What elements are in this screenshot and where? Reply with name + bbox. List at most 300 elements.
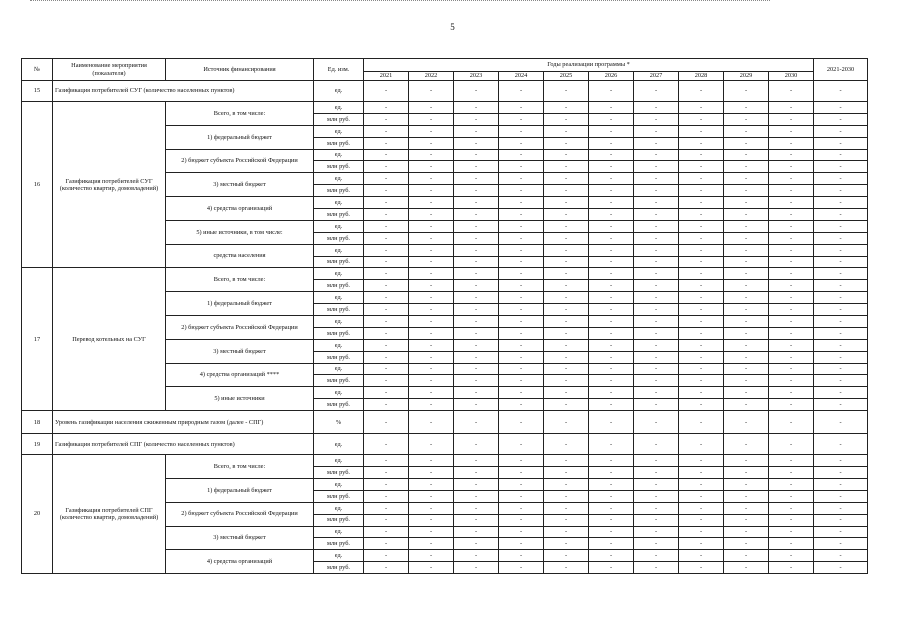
value-cell: - — [364, 502, 409, 514]
value-cell: - — [814, 102, 868, 114]
value-cell: - — [814, 434, 868, 455]
value-cell: - — [724, 538, 769, 550]
value-cell: - — [544, 244, 589, 256]
value-cell: - — [364, 232, 409, 244]
value-cell: - — [499, 490, 544, 502]
value-cell: - — [814, 244, 868, 256]
value-cell: - — [544, 185, 589, 197]
value-cell: - — [814, 209, 868, 221]
value-cell: - — [724, 209, 769, 221]
value-cell: - — [409, 478, 454, 490]
header-name: Наименование мероприятия (показателя) — [53, 59, 166, 81]
value-cell: - — [634, 375, 679, 387]
value-cell: - — [454, 185, 499, 197]
value-cell: - — [364, 113, 409, 125]
table-body — [22, 59, 868, 574]
value-cell: - — [769, 197, 814, 209]
value-cell: - — [589, 113, 634, 125]
unit-cell: ед. — [314, 387, 364, 399]
value-cell: - — [814, 220, 868, 232]
value-cell: - — [634, 538, 679, 550]
value-cell: - — [679, 125, 724, 137]
unit-cell: млн руб. — [314, 161, 364, 173]
unit-cell: ед. — [314, 81, 364, 102]
value-cell: - — [634, 399, 679, 411]
value-cell: - — [499, 232, 544, 244]
value-cell: - — [544, 562, 589, 574]
value-cell: - — [409, 514, 454, 526]
value-cell: - — [589, 339, 634, 351]
value-cell: - — [409, 304, 454, 316]
value-cell: - — [724, 256, 769, 268]
row-number: 16 — [22, 102, 53, 268]
value-cell: - — [364, 399, 409, 411]
value-cell: - — [634, 232, 679, 244]
unit-cell: ед. — [314, 125, 364, 137]
value-cell: - — [364, 411, 409, 434]
value-cell: - — [634, 502, 679, 514]
value-cell: - — [454, 387, 499, 399]
value-cell: - — [499, 399, 544, 411]
value-cell: - — [454, 502, 499, 514]
unit-cell: ед. — [314, 526, 364, 538]
value-cell: - — [409, 434, 454, 455]
value-cell: - — [679, 339, 724, 351]
value-cell: - — [814, 292, 868, 304]
value-cell: - — [814, 490, 868, 502]
funding-source: 1) федеральный бюджет — [166, 125, 314, 149]
value-cell: - — [544, 161, 589, 173]
value-cell: - — [634, 161, 679, 173]
header-year: 2021 — [364, 72, 409, 81]
value-cell: - — [544, 550, 589, 562]
value-cell: - — [364, 467, 409, 479]
value-cell: - — [499, 304, 544, 316]
value-cell: - — [769, 455, 814, 467]
value-cell: - — [679, 562, 724, 574]
value-cell: - — [724, 467, 769, 479]
value-cell: - — [499, 526, 544, 538]
value-cell: - — [589, 538, 634, 550]
unit-cell: млн руб. — [314, 304, 364, 316]
value-cell: - — [589, 526, 634, 538]
value-cell: - — [589, 490, 634, 502]
value-cell: - — [634, 304, 679, 316]
value-cell: - — [769, 173, 814, 185]
value-cell: - — [814, 455, 868, 467]
value-cell: - — [769, 363, 814, 375]
value-cell: - — [544, 339, 589, 351]
value-cell: - — [364, 137, 409, 149]
value-cell: - — [544, 363, 589, 375]
funding-source: Всего, в том числе: — [166, 455, 314, 479]
value-cell: - — [634, 339, 679, 351]
value-cell: - — [634, 363, 679, 375]
value-cell: - — [679, 514, 724, 526]
value-cell: - — [409, 81, 454, 102]
value-cell: - — [544, 149, 589, 161]
value-cell: - — [589, 173, 634, 185]
value-cell: - — [589, 562, 634, 574]
value-cell: - — [544, 455, 589, 467]
row-name: Газификация потребителей СПГ (количество квартир, домовладений) — [53, 455, 166, 574]
value-cell: - — [364, 173, 409, 185]
value-cell: - — [499, 478, 544, 490]
value-cell: - — [634, 220, 679, 232]
value-cell: - — [454, 256, 499, 268]
value-cell: - — [454, 304, 499, 316]
unit-cell: ед. — [314, 363, 364, 375]
value-cell: - — [499, 502, 544, 514]
funding-source: 3) местный бюджет — [166, 173, 314, 197]
value-cell: - — [499, 514, 544, 526]
value-cell: - — [679, 455, 724, 467]
value-cell: - — [769, 387, 814, 399]
value-cell: - — [679, 113, 724, 125]
value-cell: - — [499, 411, 544, 434]
row-name: Газификация потребителей СПГ (количество населенных пунктов) — [53, 434, 314, 455]
value-cell: - — [454, 550, 499, 562]
value-cell: - — [589, 161, 634, 173]
funding-source: 3) местный бюджет — [166, 339, 314, 363]
value-cell: - — [364, 256, 409, 268]
value-cell: - — [409, 197, 454, 209]
funding-source: 2) бюджет субъекта Российской Федерации — [166, 149, 314, 173]
value-cell: - — [769, 280, 814, 292]
value-cell: - — [724, 137, 769, 149]
unit-cell: ед. — [314, 434, 364, 455]
value-cell: - — [409, 455, 454, 467]
value-cell: - — [544, 387, 589, 399]
unit-cell: ед. — [314, 244, 364, 256]
value-cell: - — [679, 351, 724, 363]
value-cell: - — [409, 256, 454, 268]
value-cell: - — [544, 113, 589, 125]
value-cell: - — [814, 339, 868, 351]
value-cell: - — [724, 232, 769, 244]
unit-cell: млн руб. — [314, 327, 364, 339]
value-cell: - — [769, 538, 814, 550]
value-cell: - — [589, 125, 634, 137]
value-cell: - — [544, 209, 589, 221]
value-cell: - — [769, 478, 814, 490]
value-cell: - — [814, 351, 868, 363]
value-cell: - — [769, 339, 814, 351]
row-number: 20 — [22, 455, 53, 574]
value-cell: - — [679, 502, 724, 514]
unit-cell: ед. — [314, 339, 364, 351]
value-cell: - — [589, 209, 634, 221]
value-cell: - — [769, 292, 814, 304]
unit-cell: ед. — [314, 268, 364, 280]
value-cell: - — [454, 149, 499, 161]
value-cell: - — [679, 304, 724, 316]
value-cell: - — [454, 339, 499, 351]
value-cell: - — [544, 304, 589, 316]
value-cell: - — [814, 467, 868, 479]
value-cell: - — [409, 490, 454, 502]
value-cell: - — [454, 490, 499, 502]
value-cell: - — [409, 327, 454, 339]
value-cell: - — [724, 149, 769, 161]
value-cell: - — [499, 268, 544, 280]
value-cell: - — [589, 316, 634, 328]
table-row — [22, 268, 868, 280]
value-cell: - — [634, 514, 679, 526]
row-name: Газификация потребителей СУГ (количество квартир, домовладений) — [53, 102, 166, 268]
value-cell: - — [499, 292, 544, 304]
value-cell: - — [454, 232, 499, 244]
value-cell: - — [679, 209, 724, 221]
value-cell: - — [589, 550, 634, 562]
value-cell: - — [634, 434, 679, 455]
value-cell: - — [589, 220, 634, 232]
value-cell: - — [724, 411, 769, 434]
unit-cell: млн руб. — [314, 280, 364, 292]
value-cell: - — [409, 161, 454, 173]
value-cell: - — [634, 327, 679, 339]
row-number: 19 — [22, 434, 53, 455]
value-cell: - — [679, 102, 724, 114]
value-cell: - — [724, 502, 769, 514]
value-cell: - — [679, 467, 724, 479]
value-cell: - — [769, 514, 814, 526]
value-cell: - — [814, 526, 868, 538]
value-cell: - — [409, 316, 454, 328]
value-cell: - — [499, 220, 544, 232]
value-cell: - — [679, 185, 724, 197]
value-cell: - — [679, 149, 724, 161]
value-cell: - — [499, 467, 544, 479]
header-total: 2021-2030 — [814, 59, 868, 81]
value-cell: - — [814, 137, 868, 149]
value-cell: - — [589, 244, 634, 256]
value-cell: - — [814, 268, 868, 280]
value-cell: - — [499, 280, 544, 292]
value-cell: - — [409, 280, 454, 292]
value-cell: - — [724, 185, 769, 197]
value-cell: - — [364, 490, 409, 502]
value-cell: - — [364, 185, 409, 197]
table-row — [22, 81, 868, 102]
value-cell: - — [409, 526, 454, 538]
value-cell: - — [589, 232, 634, 244]
value-cell: - — [769, 256, 814, 268]
value-cell: - — [454, 102, 499, 114]
unit-cell: млн руб. — [314, 490, 364, 502]
value-cell: - — [589, 363, 634, 375]
value-cell: - — [364, 351, 409, 363]
unit-cell: млн руб. — [314, 256, 364, 268]
value-cell: - — [364, 562, 409, 574]
value-cell: - — [409, 538, 454, 550]
value-cell: - — [544, 490, 589, 502]
funding-source: средства населения — [166, 244, 314, 268]
value-cell: - — [769, 149, 814, 161]
funding-source: 4) средства организаций — [166, 197, 314, 221]
value-cell: - — [769, 137, 814, 149]
value-cell: - — [454, 526, 499, 538]
value-cell: - — [544, 327, 589, 339]
value-cell: - — [634, 209, 679, 221]
header-year: 2024 — [499, 72, 544, 81]
value-cell: - — [589, 137, 634, 149]
value-cell: - — [724, 102, 769, 114]
value-cell: - — [679, 375, 724, 387]
value-cell: - — [769, 220, 814, 232]
value-cell: - — [409, 137, 454, 149]
value-cell: - — [454, 363, 499, 375]
value-cell: - — [454, 434, 499, 455]
value-cell: - — [454, 455, 499, 467]
value-cell: - — [499, 387, 544, 399]
value-cell: - — [409, 232, 454, 244]
value-cell: - — [769, 185, 814, 197]
value-cell: - — [499, 137, 544, 149]
program-table — [21, 58, 868, 574]
unit-cell: ед. — [314, 173, 364, 185]
header-source: Источник финансирования — [166, 59, 314, 81]
value-cell: - — [454, 292, 499, 304]
value-cell: - — [724, 399, 769, 411]
value-cell: - — [454, 81, 499, 102]
value-cell: - — [724, 363, 769, 375]
value-cell: - — [544, 467, 589, 479]
value-cell: - — [499, 113, 544, 125]
value-cell: - — [679, 244, 724, 256]
funding-source: 5) иные источники, в том числе: — [166, 220, 314, 244]
value-cell: - — [634, 316, 679, 328]
funding-source: 4) средства организаций — [166, 550, 314, 574]
value-cell: - — [814, 550, 868, 562]
value-cell: - — [724, 81, 769, 102]
value-cell: - — [409, 268, 454, 280]
value-cell: - — [454, 351, 499, 363]
header-no: № — [22, 59, 53, 81]
value-cell: - — [679, 363, 724, 375]
value-cell: - — [544, 526, 589, 538]
value-cell: - — [679, 137, 724, 149]
value-cell: - — [814, 363, 868, 375]
value-cell: - — [544, 478, 589, 490]
value-cell: - — [724, 490, 769, 502]
unit-cell: млн руб. — [314, 562, 364, 574]
unit-cell: ед. — [314, 197, 364, 209]
value-cell: - — [589, 514, 634, 526]
unit-cell: млн руб. — [314, 209, 364, 221]
header-year: 2025 — [544, 72, 589, 81]
value-cell: - — [499, 550, 544, 562]
value-cell: - — [814, 185, 868, 197]
unit-cell: ед. — [314, 149, 364, 161]
value-cell: - — [814, 161, 868, 173]
value-cell: - — [679, 173, 724, 185]
value-cell: - — [364, 280, 409, 292]
value-cell: - — [724, 113, 769, 125]
value-cell: - — [814, 232, 868, 244]
table-row — [22, 102, 868, 114]
value-cell: - — [769, 375, 814, 387]
value-cell: - — [769, 411, 814, 434]
value-cell: - — [679, 292, 724, 304]
value-cell: - — [364, 125, 409, 137]
value-cell: - — [769, 244, 814, 256]
value-cell: - — [544, 316, 589, 328]
value-cell: - — [499, 256, 544, 268]
value-cell: - — [544, 256, 589, 268]
value-cell: - — [634, 81, 679, 102]
unit-cell: ед. — [314, 292, 364, 304]
value-cell: - — [499, 244, 544, 256]
value-cell: - — [769, 304, 814, 316]
value-cell: - — [454, 209, 499, 221]
value-cell: - — [814, 327, 868, 339]
value-cell: - — [769, 550, 814, 562]
value-cell: - — [454, 173, 499, 185]
value-cell: - — [454, 161, 499, 173]
value-cell: - — [679, 268, 724, 280]
value-cell: - — [814, 280, 868, 292]
value-cell: - — [769, 161, 814, 173]
value-cell: - — [634, 280, 679, 292]
value-cell: - — [454, 220, 499, 232]
value-cell: - — [409, 149, 454, 161]
value-cell: - — [364, 526, 409, 538]
value-cell: - — [589, 411, 634, 434]
value-cell: - — [724, 514, 769, 526]
value-cell: - — [544, 514, 589, 526]
value-cell: - — [544, 220, 589, 232]
page-number: 5 — [450, 22, 455, 32]
value-cell: - — [769, 102, 814, 114]
value-cell: - — [499, 363, 544, 375]
value-cell: - — [634, 455, 679, 467]
table-row — [22, 455, 868, 467]
value-cell: - — [544, 197, 589, 209]
value-cell: - — [544, 292, 589, 304]
value-cell: - — [364, 316, 409, 328]
value-cell: - — [409, 550, 454, 562]
header-year: 2028 — [679, 72, 724, 81]
funding-source: 2) бюджет субъекта Российской Федерации — [166, 502, 314, 526]
value-cell: - — [499, 161, 544, 173]
value-cell: - — [364, 161, 409, 173]
value-cell: - — [409, 102, 454, 114]
value-cell: - — [499, 316, 544, 328]
value-cell: - — [589, 399, 634, 411]
funding-source: 1) федеральный бюджет — [166, 292, 314, 316]
value-cell: - — [769, 232, 814, 244]
value-cell: - — [724, 280, 769, 292]
row-number: 18 — [22, 411, 53, 434]
value-cell: - — [409, 173, 454, 185]
value-cell: - — [634, 351, 679, 363]
unit-cell: % — [314, 411, 364, 434]
value-cell: - — [499, 562, 544, 574]
value-cell: - — [769, 81, 814, 102]
value-cell: - — [769, 209, 814, 221]
value-cell: - — [724, 244, 769, 256]
value-cell: - — [769, 268, 814, 280]
value-cell: - — [454, 538, 499, 550]
value-cell: - — [364, 209, 409, 221]
value-cell: - — [769, 502, 814, 514]
value-cell: - — [589, 467, 634, 479]
value-cell: - — [814, 399, 868, 411]
value-cell: - — [814, 375, 868, 387]
value-cell: - — [814, 562, 868, 574]
value-cell: - — [499, 185, 544, 197]
